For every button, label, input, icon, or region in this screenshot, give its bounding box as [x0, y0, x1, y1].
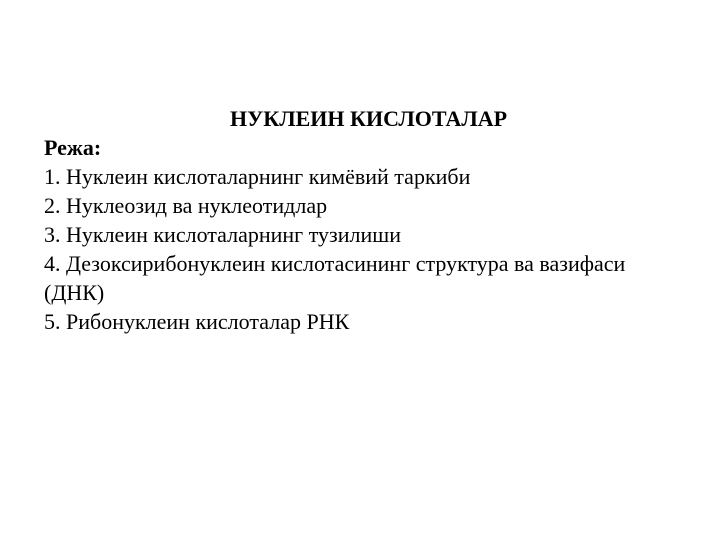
- plan-label: Режа:: [44, 135, 102, 160]
- plan-item: 3. Нуклеин кислоталарнинг тузилиши: [44, 222, 401, 247]
- plan-item: 2. Нуклеозид ва нуклеотидлар: [44, 193, 328, 218]
- plan-item: 5. Рибонуклеин кислоталар РНК: [44, 309, 350, 334]
- slide-content: [44, 104, 674, 336]
- plan-item: 1. Нуклеин кислоталарнинг кимёвий таркиби: [44, 164, 471, 189]
- plan-list: [44, 162, 674, 336]
- slide-title: НУКЛЕИН КИСЛОТАЛАР: [230, 106, 508, 131]
- plan-item: 4. Дезоксирибонуклеин кислотасининг структура ва вазифаси (ДНК): [44, 251, 626, 305]
